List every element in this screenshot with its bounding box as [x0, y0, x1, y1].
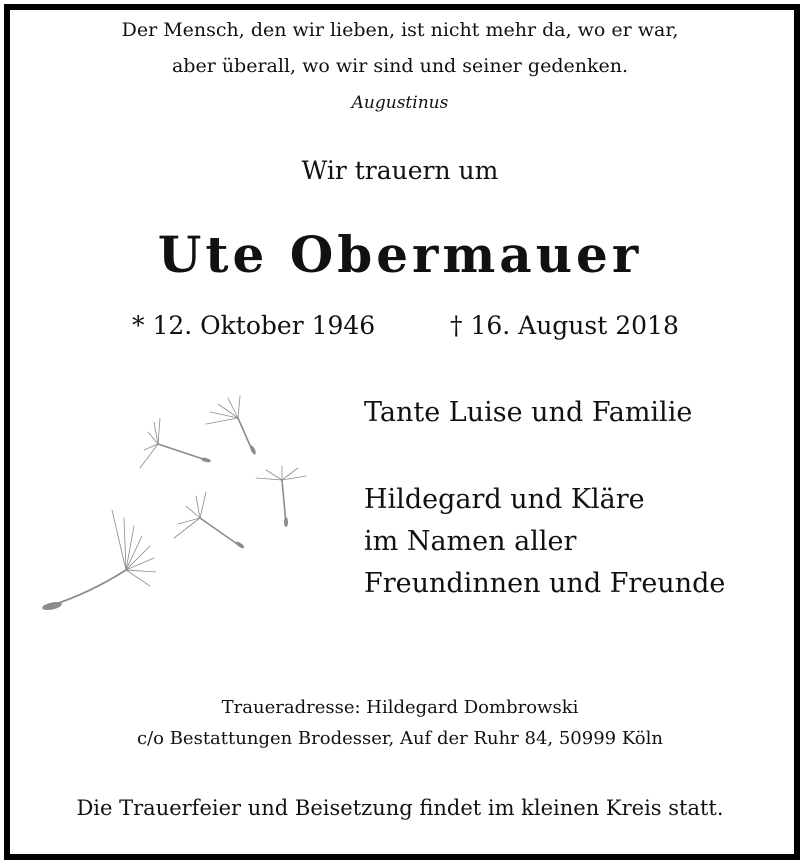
dandelion-seed-icon — [256, 466, 306, 527]
dandelion-seeds-illustration — [30, 388, 320, 623]
quote-author: Augustinus — [351, 93, 449, 113]
dandelion-seed-icon — [140, 418, 211, 468]
funeral-address-line-1: Traueradresse: Hildegard Dombrowski — [221, 697, 579, 718]
mourner-group-2-line-3: Freundinnen und Freunde — [364, 568, 726, 599]
quote-line-1: Der Mensch, den wir lieben, ist nicht mehr da, wo er war, — [121, 19, 679, 41]
birth-date: * 12. Oktober 1946 — [132, 311, 376, 340]
death-date: † 16. August 2018 — [450, 311, 679, 340]
dandelion-seed-icon — [41, 510, 156, 612]
dandelion-seed-icon — [174, 492, 245, 550]
intro-text: Wir trauern um — [301, 156, 499, 185]
quote-line-2: aber überall, wo wir sind und seiner gedenken. — [171, 55, 629, 77]
closing-note: Die Trauerfeier und Beisetzung findet im kleinen Kreis statt. — [76, 796, 724, 820]
funeral-address-line-2: c/o Bestattungen Brodesser, Auf der Ruhr 84, 50999 Köln — [137, 728, 663, 749]
mourner-group-1: Tante Luise und Familie — [364, 397, 693, 428]
mourner-group-2-line-2: im Namen aller — [364, 526, 577, 557]
dandelion-seed-icon — [206, 396, 257, 455]
deceased-name: Ute Obermauer — [157, 225, 643, 284]
mourner-group-2-line-1: Hildegard und Kläre — [364, 484, 645, 515]
